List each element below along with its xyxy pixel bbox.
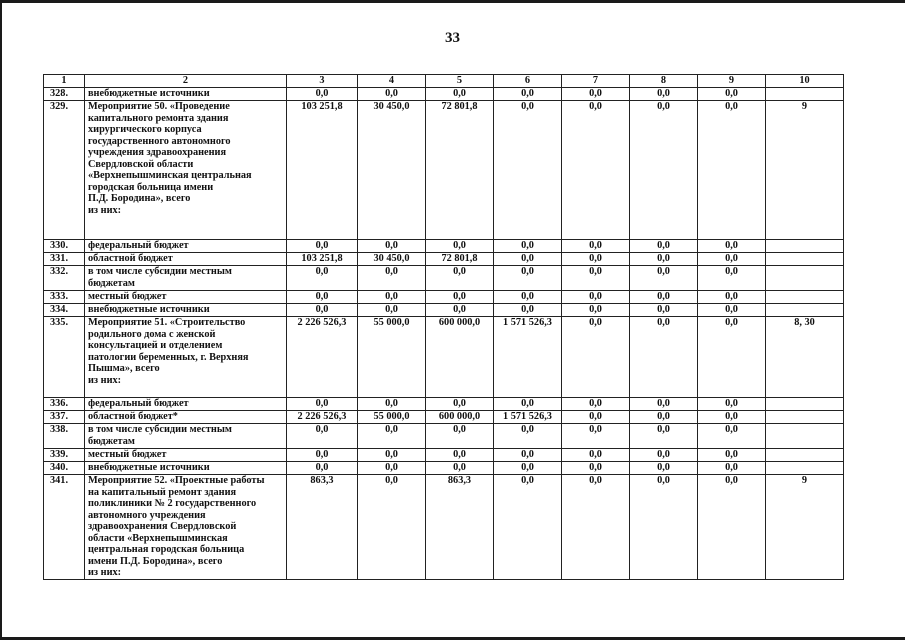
column-header: 1 (44, 75, 85, 88)
target-ref (766, 266, 844, 291)
target-ref (766, 253, 844, 266)
value-total: 0,0 (287, 304, 358, 317)
value-2017: 0,0 (426, 266, 494, 291)
table-row (44, 266, 844, 291)
target-ref: 9 (766, 101, 844, 240)
value-2018: 0,0 (494, 291, 562, 304)
value-2021: 0,0 (698, 88, 766, 101)
table-row (44, 449, 844, 462)
value-2017: 0,0 (426, 304, 494, 317)
value-2020: 0,0 (630, 266, 698, 291)
budget-table (43, 74, 844, 580)
row-number: 333. (44, 291, 85, 304)
value-2017: 72 801,8 (426, 253, 494, 266)
value-2021: 0,0 (698, 475, 766, 580)
value-2018: 0,0 (494, 449, 562, 462)
value-2019: 0,0 (562, 240, 630, 253)
row-number: 332. (44, 266, 85, 291)
value-2019: 0,0 (562, 291, 630, 304)
value-2016: 0,0 (358, 240, 426, 253)
value-2016: 0,0 (358, 462, 426, 475)
row-description: Мероприятие 51. «Строительство родильного дома с женской консультацией и отделением патологии беременных, г. Верхняя Пышма», всего из них: (85, 317, 287, 398)
row-description: местный бюджет (85, 291, 287, 304)
target-ref: 9 (766, 475, 844, 580)
value-total: 0,0 (287, 398, 358, 411)
value-2016: 0,0 (358, 88, 426, 101)
target-ref: 8, 30 (766, 317, 844, 398)
value-2020: 0,0 (630, 317, 698, 398)
page-number: 33 (445, 30, 460, 46)
value-2021: 0,0 (698, 462, 766, 475)
value-2020: 0,0 (630, 291, 698, 304)
target-ref (766, 88, 844, 101)
scan-border-top (0, 0, 905, 3)
table-row (44, 101, 844, 240)
row-number: 336. (44, 398, 85, 411)
row-number: 334. (44, 304, 85, 317)
column-header: 5 (426, 75, 494, 88)
value-2017: 863,3 (426, 475, 494, 580)
value-total: 0,0 (287, 449, 358, 462)
value-2019: 0,0 (562, 317, 630, 398)
row-description: внебюджетные источники (85, 462, 287, 475)
column-number-row (44, 75, 844, 88)
value-2016: 0,0 (358, 475, 426, 580)
value-2018: 0,0 (494, 462, 562, 475)
value-2019: 0,0 (562, 253, 630, 266)
value-2020: 0,0 (630, 449, 698, 462)
row-description: Мероприятие 52. «Проектные работы на капитальный ремонт здания поликлиники № 2 государственного автономного учреждения здравоохранения Свердловской области «Верхнепышминская центральная городская больница имени П.Д. Бородина», всего из них: (85, 475, 287, 580)
target-ref (766, 411, 844, 424)
value-2017: 72 801,8 (426, 101, 494, 240)
value-2018: 0,0 (494, 398, 562, 411)
column-header: 10 (766, 75, 844, 88)
table-row (44, 317, 844, 398)
value-2018: 0,0 (494, 101, 562, 240)
table-row (44, 253, 844, 266)
value-2019: 0,0 (562, 462, 630, 475)
value-2018: 0,0 (494, 88, 562, 101)
value-total: 103 251,8 (287, 253, 358, 266)
value-2020: 0,0 (630, 398, 698, 411)
row-description: федеральный бюджет (85, 398, 287, 411)
value-2018: 0,0 (494, 266, 562, 291)
value-2019: 0,0 (562, 304, 630, 317)
value-total: 0,0 (287, 291, 358, 304)
row-number: 341. (44, 475, 85, 580)
row-number: 335. (44, 317, 85, 398)
value-2018: 0,0 (494, 253, 562, 266)
table-row (44, 411, 844, 424)
value-2021: 0,0 (698, 411, 766, 424)
target-ref (766, 462, 844, 475)
row-number: 339. (44, 449, 85, 462)
value-total: 0,0 (287, 240, 358, 253)
value-2020: 0,0 (630, 240, 698, 253)
column-header: 2 (85, 75, 287, 88)
row-number: 337. (44, 411, 85, 424)
value-2017: 0,0 (426, 291, 494, 304)
row-number: 331. (44, 253, 85, 266)
table-row (44, 304, 844, 317)
value-2016: 0,0 (358, 424, 426, 449)
row-description: областной бюджет* (85, 411, 287, 424)
column-header: 8 (630, 75, 698, 88)
column-header: 7 (562, 75, 630, 88)
value-2018: 0,0 (494, 304, 562, 317)
value-2017: 0,0 (426, 88, 494, 101)
value-2019: 0,0 (562, 475, 630, 580)
target-ref (766, 240, 844, 253)
value-2020: 0,0 (630, 424, 698, 449)
column-header: 9 (698, 75, 766, 88)
value-2017: 600 000,0 (426, 411, 494, 424)
table-row (44, 291, 844, 304)
value-2016: 0,0 (358, 304, 426, 317)
table-row (44, 424, 844, 449)
value-total: 103 251,8 (287, 101, 358, 240)
row-description: внебюджетные источники (85, 304, 287, 317)
value-2020: 0,0 (630, 411, 698, 424)
value-total: 2 226 526,3 (287, 317, 358, 398)
row-number: 340. (44, 462, 85, 475)
value-2017: 600 000,0 (426, 317, 494, 398)
value-2017: 0,0 (426, 398, 494, 411)
target-ref (766, 449, 844, 462)
row-description: в том числе субсидии местным бюджетам (85, 266, 287, 291)
target-ref (766, 304, 844, 317)
row-description: областной бюджет (85, 253, 287, 266)
column-header: 6 (494, 75, 562, 88)
value-2016: 55 000,0 (358, 411, 426, 424)
table-row (44, 88, 844, 101)
value-2021: 0,0 (698, 101, 766, 240)
table-row (44, 475, 844, 580)
column-header: 4 (358, 75, 426, 88)
value-2021: 0,0 (698, 304, 766, 317)
value-2017: 0,0 (426, 462, 494, 475)
value-2020: 0,0 (630, 462, 698, 475)
value-2016: 55 000,0 (358, 317, 426, 398)
value-total: 2 226 526,3 (287, 411, 358, 424)
row-number: 328. (44, 88, 85, 101)
value-2020: 0,0 (630, 253, 698, 266)
value-2019: 0,0 (562, 398, 630, 411)
scan-border-left (0, 0, 2, 640)
value-2020: 0,0 (630, 475, 698, 580)
value-2018: 0,0 (494, 475, 562, 580)
row-description: федеральный бюджет (85, 240, 287, 253)
value-total: 863,3 (287, 475, 358, 580)
value-2016: 0,0 (358, 449, 426, 462)
value-2021: 0,0 (698, 317, 766, 398)
value-2020: 0,0 (630, 88, 698, 101)
value-total: 0,0 (287, 424, 358, 449)
row-description: в том числе субсидии местным бюджетам (85, 424, 287, 449)
value-2021: 0,0 (698, 449, 766, 462)
target-ref (766, 424, 844, 449)
table-body (44, 88, 844, 580)
row-description: Мероприятие 50. «Проведение капитального ремонта здания хирургического корпуса государственного автономного учреждения здравоохранения Свердловской области «Верхнепышминская центральная городская больница имени П.Д. Бородина», всего из них: (85, 101, 287, 240)
table-row (44, 240, 844, 253)
table-row (44, 398, 844, 411)
value-2020: 0,0 (630, 101, 698, 240)
value-2021: 0,0 (698, 424, 766, 449)
value-2016: 0,0 (358, 291, 426, 304)
target-ref (766, 291, 844, 304)
value-2018: 0,0 (494, 424, 562, 449)
target-ref (766, 398, 844, 411)
value-total: 0,0 (287, 88, 358, 101)
value-2017: 0,0 (426, 240, 494, 253)
value-2018: 1 571 526,3 (494, 317, 562, 398)
value-2019: 0,0 (562, 88, 630, 101)
value-2018: 0,0 (494, 240, 562, 253)
value-2019: 0,0 (562, 449, 630, 462)
value-2016: 0,0 (358, 266, 426, 291)
value-2019: 0,0 (562, 101, 630, 240)
value-2020: 0,0 (630, 304, 698, 317)
value-2021: 0,0 (698, 266, 766, 291)
value-2017: 0,0 (426, 424, 494, 449)
value-2017: 0,0 (426, 449, 494, 462)
row-number: 330. (44, 240, 85, 253)
row-number: 329. (44, 101, 85, 240)
row-number: 338. (44, 424, 85, 449)
value-2021: 0,0 (698, 398, 766, 411)
value-total: 0,0 (287, 266, 358, 291)
value-2019: 0,0 (562, 411, 630, 424)
value-2021: 0,0 (698, 253, 766, 266)
value-2018: 1 571 526,3 (494, 411, 562, 424)
value-2021: 0,0 (698, 291, 766, 304)
row-description: внебюджетные источники (85, 88, 287, 101)
value-2021: 0,0 (698, 240, 766, 253)
value-2016: 30 450,0 (358, 101, 426, 240)
value-2016: 30 450,0 (358, 253, 426, 266)
table-row (44, 462, 844, 475)
value-total: 0,0 (287, 462, 358, 475)
row-description: местный бюджет (85, 449, 287, 462)
value-2016: 0,0 (358, 398, 426, 411)
value-2019: 0,0 (562, 266, 630, 291)
column-header: 3 (287, 75, 358, 88)
value-2019: 0,0 (562, 424, 630, 449)
